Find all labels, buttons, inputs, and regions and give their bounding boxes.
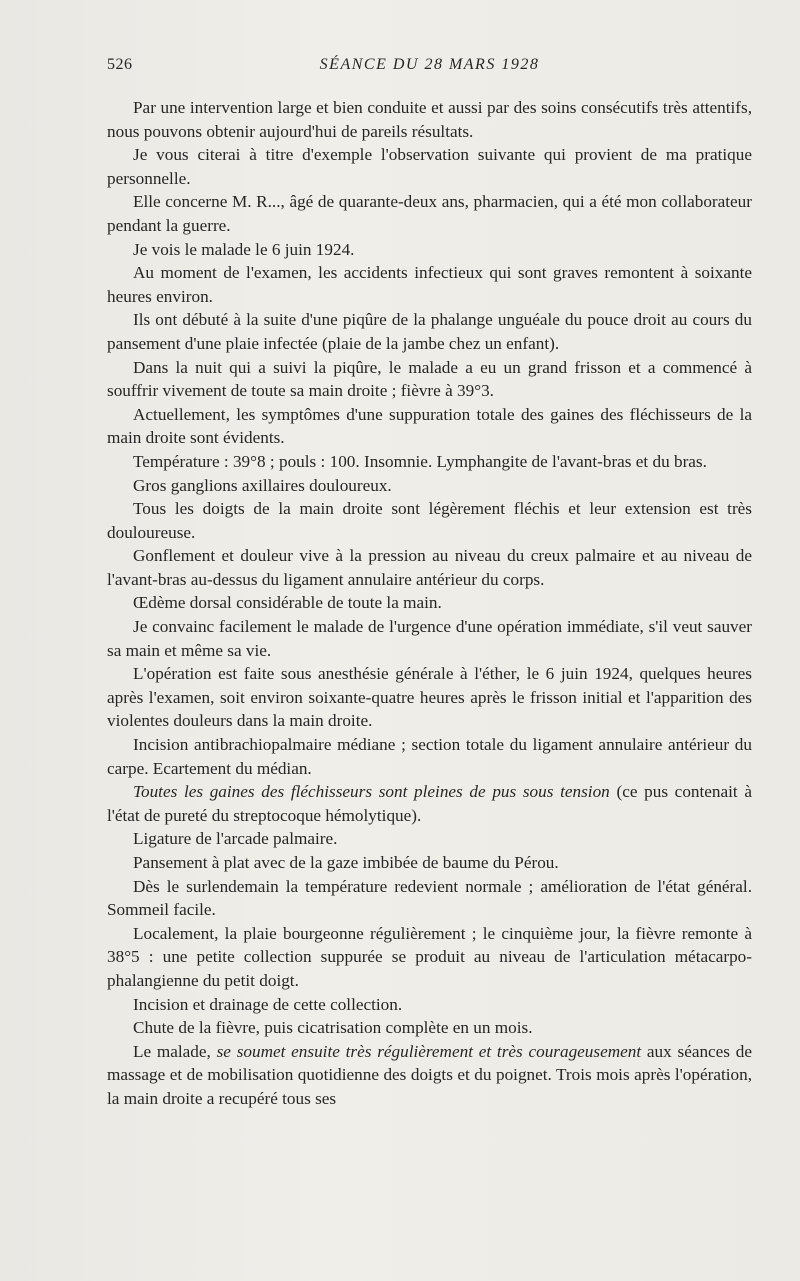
paragraph: Dès le surlendemain la température redevient normale ; amélioration de l'état général. Sommeil facile. xyxy=(107,876,752,920)
paragraph: Tous les doigts de la main droite sont légèrement fléchis et leur extension est très douloureuse. xyxy=(107,499,752,542)
paragraph: Température : 39°8 ; pouls : 100. Insomnie. Lymphangite de l'avant-bras et du bras. xyxy=(133,451,707,471)
paragraph: Pansement à plat avec de la gaze imbibée de baume du Pérou. xyxy=(133,853,559,872)
paragraph-text: (ce pus contenait à l'état de pureté du streptocoque hémolytique). xyxy=(107,782,752,825)
page-number: 526 xyxy=(107,56,133,73)
paragraph: Je vous citerai à titre d'exemple l'observation suivante qui provient de ma pratique personnelle. xyxy=(107,145,752,188)
page-header xyxy=(107,56,752,80)
paragraph-text: aux séances de massage et de mobilisation quotidienne des doigts et du poignet. Trois mois après l'opération, la main droite a recupéré tous ses xyxy=(107,1041,752,1108)
paragraph: Elle concerne M. R..., âgé de quarante-deux ans, pharmacien, qui a été mon collaborateur pendant la guerre. xyxy=(107,192,752,235)
paragraph: Actuellement, les symptômes d'une suppuration totale des gaines des fléchisseurs de la main droite sont évidents. xyxy=(107,404,752,448)
paragraph-italic xyxy=(107,780,752,827)
paragraph: Au moment de l'examen, les accidents infectieux qui sont graves remontent à soixante heures environ. xyxy=(107,263,752,306)
paragraph-text: Le malade, xyxy=(133,1041,217,1061)
paragraph: Gonflement et douleur vive à la pression au niveau du creux palmaire et au niveau de l'avant-bras au-dessus du ligament annulaire antérieur du corps. xyxy=(107,546,752,589)
paragraph: Ligature de l'arcade palmaire. xyxy=(133,829,338,849)
paragraph: Gros ganglions axillaires douloureux. xyxy=(133,475,392,495)
paragraph: Je convainc facilement le malade de l'urgence d'une opération immédiate, s'il veut sauver sa main et même sa vie. xyxy=(107,617,752,660)
paragraph-last xyxy=(107,1040,752,1111)
italic-text: se soumet ensuite très régulièrement et très courageusement xyxy=(216,1041,642,1061)
article-body xyxy=(107,96,752,1111)
running-title: SÉANCE DU 28 MARS 1928 xyxy=(319,56,540,73)
paragraph: Dans la nuit qui a suivi la piqûre, le malade a eu un grand frisson et a commencé à souffrir vivement de toute sa main droite ; fièvre à 39°3. xyxy=(107,357,752,401)
paragraph: Ils ont débuté à la suite d'une piqûre de la phalange unguéale du pouce droit au cours du pansement d'une plaie infectée (plaie de la jambe chez un enfant). xyxy=(107,310,752,353)
paragraph: Œdème dorsal considérable de toute la main. xyxy=(133,593,442,613)
paragraph: Incision et drainage de cette collection. xyxy=(133,994,403,1014)
paragraph: Chute de la fièvre, puis cicatrisation complète en un mois. xyxy=(133,1018,533,1038)
paragraph: Par une intervention large et bien conduite et aussi par des soins consécutifs très attentifs, nous pouvons obtenir aujourd'hui de pareils résultats. xyxy=(107,98,752,141)
paragraph: Incision antibrachiopalmaire médiane ; section totale du ligament annulaire antérieur du carpe. Ecartement du médian. xyxy=(107,735,752,778)
italic-text: Toutes les gaines des fléchisseurs sont pleines de pus sous tension xyxy=(133,782,610,802)
paragraph: L'opération est faite sous anesthésie générale à l'éther, le 6 juin 1924, quelques heures après l'examen, soit environ soixante-quatre heures après le frisson initial et l'apparition des violentes douleurs dans la main droite. xyxy=(107,664,752,731)
paragraph: Je vois le malade le 6 juin 1924. xyxy=(133,239,355,259)
paragraph: Localement, la plaie bourgeonne régulièrement ; le cinquième jour, la fièvre remonte à 38°5 : une petite collection suppurée se produit au niveau de l'articulation métacarpo-phalangienne du petit doigt. xyxy=(107,923,752,990)
